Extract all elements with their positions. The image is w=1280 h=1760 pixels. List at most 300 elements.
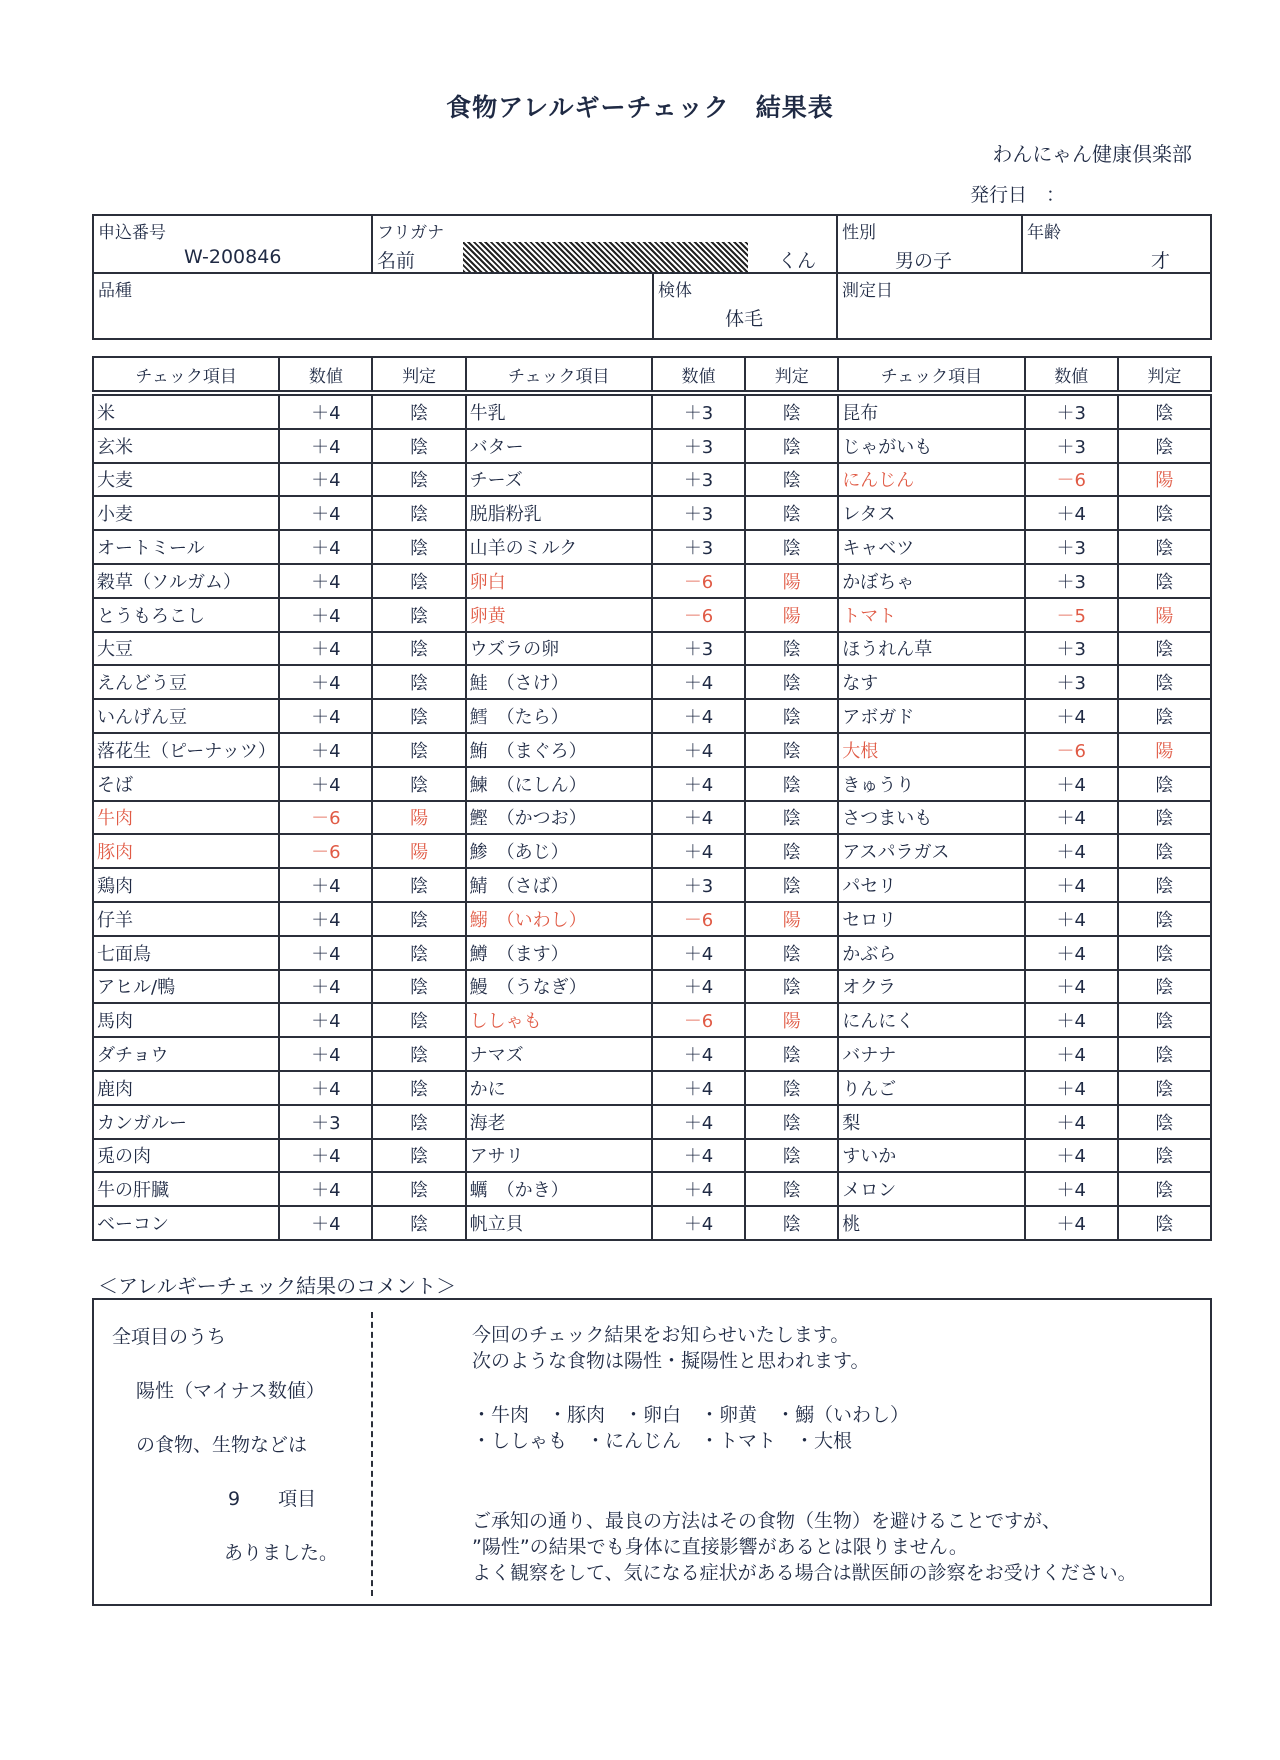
item-judgement: 陰	[372, 767, 465, 801]
item-judgement: 陰	[745, 1071, 838, 1105]
name-suffix: くん	[778, 250, 817, 272]
item-judgement: 陽	[745, 598, 838, 632]
item-value: ＋4	[279, 632, 372, 666]
item-judgement: 陽	[1118, 733, 1211, 767]
item-value: ＋3	[1025, 632, 1118, 666]
item-value: ＋4	[1025, 1139, 1118, 1173]
item-judgement: 陰	[1118, 936, 1211, 970]
furigana-label: フリガナ	[377, 223, 445, 243]
sex-label: 性別	[842, 223, 876, 243]
item-name: そば	[93, 767, 279, 801]
age-cell	[1023, 216, 1210, 274]
item-judgement: 陰	[745, 936, 838, 970]
item-name: とうもろこし	[93, 598, 279, 632]
item-judgement: 陰	[372, 530, 465, 564]
item-name: 鮭 （さけ）	[466, 665, 652, 699]
age-unit: 才	[1151, 250, 1171, 272]
item-value: ＋4	[1025, 1071, 1118, 1105]
item-judgement: 陰	[372, 632, 465, 666]
sample-cell	[654, 274, 838, 338]
item-judgement: 陽	[372, 801, 465, 835]
item-value: ＋4	[279, 665, 372, 699]
item-judgement: 陰	[372, 1105, 465, 1139]
item-name: 豚肉	[93, 834, 279, 868]
item-judgement: 陽	[1118, 598, 1211, 632]
item-name: 落花生（ピーナッツ）	[93, 733, 279, 767]
item-value: －6	[652, 564, 745, 598]
item-judgement: 陰	[1118, 632, 1211, 666]
item-name: りんご	[838, 1071, 1024, 1105]
table-row	[93, 395, 1211, 429]
table-header-row	[93, 357, 1211, 391]
item-name: さつまいも	[838, 801, 1024, 835]
comment-left-line: の食物、生物などは	[136, 1434, 308, 1456]
table-row	[93, 801, 1211, 835]
item-judgement: 陰	[745, 665, 838, 699]
item-judgement: 陰	[1118, 801, 1211, 835]
item-value: ＋4	[279, 970, 372, 1004]
table-row	[93, 902, 1211, 936]
item-name: ウズラの卵	[466, 632, 652, 666]
item-judgement: 陰	[1118, 1071, 1211, 1105]
item-value: ＋4	[1025, 834, 1118, 868]
item-name: 鹿肉	[93, 1071, 279, 1105]
table-row	[93, 429, 1211, 463]
item-value: ＋4	[279, 429, 372, 463]
item-value: ＋4	[1025, 1105, 1118, 1139]
item-judgement: 陰	[1118, 530, 1211, 564]
header-judgement: 判定	[372, 357, 465, 391]
item-name: なす	[838, 665, 1024, 699]
item-value: ＋4	[279, 1139, 372, 1173]
item-name: いんげん豆	[93, 699, 279, 733]
document-title: 食物アレルギーチェック 結果表	[446, 93, 834, 122]
item-name: かぶら	[838, 936, 1024, 970]
app-no-cell	[94, 216, 373, 274]
item-value: ＋4	[652, 699, 745, 733]
table-row	[93, 1139, 1211, 1173]
header-judgement: 判定	[745, 357, 838, 391]
item-judgement: 陰	[1118, 970, 1211, 1004]
item-name: 鰊 （にしん）	[466, 767, 652, 801]
item-judgement: 陰	[1118, 1105, 1211, 1139]
item-value: ＋4	[279, 1071, 372, 1105]
item-value: ＋4	[652, 733, 745, 767]
breed-label: 品種	[98, 281, 132, 301]
sample-value: 体毛	[725, 308, 764, 330]
item-value: ＋4	[279, 564, 372, 598]
item-value: ＋4	[1025, 699, 1118, 733]
item-name: バター	[466, 429, 652, 463]
header-judgement: 判定	[1118, 357, 1211, 391]
item-name: トマト	[838, 598, 1024, 632]
item-name: 海老	[466, 1105, 652, 1139]
item-value: ＋4	[279, 699, 372, 733]
item-name: 鰹 （かつお）	[466, 801, 652, 835]
item-judgement: 陰	[372, 395, 465, 429]
app-no-label: 申込番号	[98, 223, 166, 243]
table-row	[93, 564, 1211, 598]
table-row	[93, 598, 1211, 632]
item-value: －6	[279, 834, 372, 868]
item-value: ＋4	[279, 733, 372, 767]
item-name: ダチョウ	[93, 1037, 279, 1071]
item-value: ＋3	[652, 429, 745, 463]
table-row	[93, 530, 1211, 564]
item-name: にんにく	[838, 1003, 1024, 1037]
table-row	[93, 1003, 1211, 1037]
item-name: 脱脂粉乳	[466, 496, 652, 530]
item-value: ＋3	[652, 530, 745, 564]
table-row	[93, 1071, 1211, 1105]
item-judgement: 陰	[372, 463, 465, 497]
item-judgement: 陰	[745, 733, 838, 767]
item-judgement: 陰	[372, 1206, 465, 1240]
item-value: ＋4	[652, 1172, 745, 1206]
item-value: ＋4	[652, 1037, 745, 1071]
item-value: ＋3	[1025, 665, 1118, 699]
table-row	[93, 1037, 1211, 1071]
comment-right-line: よく観察をして、気になる症状がある場合は獣医師の診察をお受けください。	[472, 1562, 1137, 1584]
item-judgement: 陰	[1118, 868, 1211, 902]
header-item: チェック項目	[93, 357, 279, 391]
item-judgement: 陰	[372, 1071, 465, 1105]
date-label: 測定日	[842, 281, 893, 301]
item-name: 帆立貝	[466, 1206, 652, 1240]
comment-divider	[371, 1312, 373, 1596]
item-judgement: 陰	[745, 868, 838, 902]
item-judgement: 陰	[372, 902, 465, 936]
header-value: 数値	[652, 357, 745, 391]
item-judgement: 陰	[372, 733, 465, 767]
item-value: ＋3	[652, 463, 745, 497]
item-judgement: 陰	[372, 665, 465, 699]
item-name: 牛乳	[466, 395, 652, 429]
item-value: ＋3	[1025, 395, 1118, 429]
item-name: チーズ	[466, 463, 652, 497]
table-row	[93, 970, 1211, 1004]
item-name: 兎の肉	[93, 1139, 279, 1173]
item-value: ＋4	[279, 496, 372, 530]
item-value: ＋4	[652, 1139, 745, 1173]
item-value: －6	[652, 1003, 745, 1037]
item-judgement: 陰	[372, 1003, 465, 1037]
comment-left-line: 9 項目	[228, 1488, 317, 1510]
item-value: ＋4	[1025, 496, 1118, 530]
item-judgement: 陽	[745, 902, 838, 936]
item-judgement: 陰	[372, 868, 465, 902]
name-cell	[373, 216, 838, 274]
item-judgement: 陰	[745, 767, 838, 801]
item-name: かに	[466, 1071, 652, 1105]
item-value: ＋3	[1025, 530, 1118, 564]
item-name: すいか	[838, 1139, 1024, 1173]
item-judgement: 陰	[745, 1105, 838, 1139]
sex-cell	[838, 216, 1023, 274]
item-name: 七面鳥	[93, 936, 279, 970]
item-name: 昆布	[838, 395, 1024, 429]
item-name: にんじん	[838, 463, 1024, 497]
item-judgement: 陰	[745, 429, 838, 463]
item-value: ＋4	[652, 1071, 745, 1105]
item-name: キャベツ	[838, 530, 1024, 564]
item-value: ＋3	[1025, 429, 1118, 463]
header-item: チェック項目	[838, 357, 1024, 391]
comment-right-line: 次のような食物は陽性・擬陽性と思われます。	[472, 1350, 870, 1372]
item-judgement: 陰	[1118, 564, 1211, 598]
item-name: カンガルー	[93, 1105, 279, 1139]
table-row	[93, 936, 1211, 970]
item-name: 桃	[838, 1206, 1024, 1240]
item-value: ＋4	[279, 868, 372, 902]
item-value: ＋4	[279, 530, 372, 564]
item-judgement: 陽	[745, 1003, 838, 1037]
item-value: ＋3	[1025, 564, 1118, 598]
item-judgement: 陰	[1118, 1003, 1211, 1037]
organization-name: わんにゃん健康倶楽部	[992, 142, 1192, 166]
comment-box	[92, 1298, 1212, 1606]
item-name: ほうれん草	[838, 632, 1024, 666]
item-value: ＋4	[279, 1172, 372, 1206]
comment-right-line: 今回のチェック結果をお知らせいたします。	[472, 1324, 850, 1346]
item-name: かぼちゃ	[838, 564, 1024, 598]
table-row	[93, 1206, 1211, 1240]
item-value: ＋4	[652, 834, 745, 868]
comment-heading: ＜アレルギーチェック結果のコメント＞	[98, 1274, 457, 1298]
item-value: ＋4	[1025, 970, 1118, 1004]
item-judgement: 陰	[745, 530, 838, 564]
app-no-value: W-200846	[184, 246, 282, 268]
item-judgement: 陽	[745, 564, 838, 598]
item-name: 鮪 （まぐろ）	[466, 733, 652, 767]
item-name: オートミール	[93, 530, 279, 564]
item-name: アスパラガス	[838, 834, 1024, 868]
item-name: ベーコン	[93, 1206, 279, 1240]
header-value: 数値	[1025, 357, 1118, 391]
item-judgement: 陰	[745, 496, 838, 530]
item-judgement: 陰	[1118, 699, 1211, 733]
item-name: レタス	[838, 496, 1024, 530]
item-name: アサリ	[466, 1139, 652, 1173]
item-value: －6	[1025, 733, 1118, 767]
item-judgement: 陰	[1118, 395, 1211, 429]
item-value: ＋4	[652, 970, 745, 1004]
item-judgement: 陰	[1118, 767, 1211, 801]
item-judgement: 陰	[372, 1172, 465, 1206]
item-value: ＋4	[279, 1003, 372, 1037]
item-judgement: 陰	[745, 970, 838, 1004]
allergy-result-table	[92, 356, 1212, 1241]
item-name: 鯵 （あじ）	[466, 834, 652, 868]
sex-value: 男の子	[895, 250, 953, 272]
item-judgement: 陰	[745, 1037, 838, 1071]
item-name: 鶏肉	[93, 868, 279, 902]
item-name: 大根	[838, 733, 1024, 767]
item-name: 牛の肝臓	[93, 1172, 279, 1206]
item-value: ＋4	[1025, 767, 1118, 801]
item-name: バナナ	[838, 1037, 1024, 1071]
item-judgement: 陰	[372, 429, 465, 463]
item-judgement: 陰	[1118, 1172, 1211, 1206]
table-row	[93, 632, 1211, 666]
table-row	[93, 1172, 1211, 1206]
table-row	[93, 496, 1211, 530]
item-judgement: 陰	[372, 699, 465, 733]
item-value: ＋3	[652, 395, 745, 429]
item-value: ＋4	[279, 463, 372, 497]
item-value: ＋4	[652, 1206, 745, 1240]
item-judgement: 陰	[372, 936, 465, 970]
comment-left-line: ありました。	[224, 1542, 339, 1564]
item-value: ＋3	[279, 1105, 372, 1139]
item-judgement: 陰	[1118, 429, 1211, 463]
item-judgement: 陰	[372, 1037, 465, 1071]
item-value: ＋4	[1025, 868, 1118, 902]
comment-right-line: ”陽性”の結果でも身体に直接影響があるとは限りません。	[472, 1536, 968, 1558]
item-judgement: 陰	[745, 463, 838, 497]
item-name: じゃがいも	[838, 429, 1024, 463]
item-judgement: 陰	[372, 1139, 465, 1173]
item-name: 卵白	[466, 564, 652, 598]
item-value: ＋4	[279, 598, 372, 632]
item-judgement: 陰	[1118, 496, 1211, 530]
item-value: ＋4	[1025, 1206, 1118, 1240]
item-value: ＋4	[279, 395, 372, 429]
item-name: 鰯 （いわし）	[466, 902, 652, 936]
item-value: －6	[652, 902, 745, 936]
item-judgement: 陰	[745, 834, 838, 868]
comment-left-line: 全項目のうち	[112, 1326, 227, 1348]
item-name: 玄米	[93, 429, 279, 463]
item-name: 鱒 （ます）	[466, 936, 652, 970]
item-value: －5	[1025, 598, 1118, 632]
item-judgement: 陰	[745, 632, 838, 666]
item-name: 蠣 （かき）	[466, 1172, 652, 1206]
item-name: 米	[93, 395, 279, 429]
item-judgement: 陽	[1118, 463, 1211, 497]
item-name: 穀草（ソルガム）	[93, 564, 279, 598]
item-value: ＋4	[652, 936, 745, 970]
comment-left-line: 陽性（マイナス数値）	[136, 1380, 325, 1402]
item-name: 山羊のミルク	[466, 530, 652, 564]
item-value: ＋3	[652, 868, 745, 902]
item-value: ＋4	[652, 665, 745, 699]
item-value: ＋3	[652, 496, 745, 530]
table-row	[93, 665, 1211, 699]
item-value: ＋4	[1025, 1172, 1118, 1206]
item-name: 梨	[838, 1105, 1024, 1139]
item-judgement: 陰	[1118, 902, 1211, 936]
item-name: 大豆	[93, 632, 279, 666]
header-item: チェック項目	[466, 357, 652, 391]
item-judgement: 陰	[1118, 1139, 1211, 1173]
item-value: ＋4	[1025, 1003, 1118, 1037]
item-name: 大麦	[93, 463, 279, 497]
table-row	[93, 767, 1211, 801]
item-name: 鯖 （さば）	[466, 868, 652, 902]
item-value: ＋4	[1025, 902, 1118, 936]
item-name: アボガド	[838, 699, 1024, 733]
item-judgement: 陰	[745, 1139, 838, 1173]
item-name: オクラ	[838, 970, 1024, 1004]
table-row	[93, 733, 1211, 767]
item-value: －6	[279, 801, 372, 835]
item-value: ＋4	[279, 936, 372, 970]
date-cell	[838, 274, 1210, 338]
breed-cell	[94, 274, 654, 338]
item-judgement: 陰	[1118, 834, 1211, 868]
item-judgement: 陰	[745, 801, 838, 835]
item-name: セロリ	[838, 902, 1024, 936]
table-row	[93, 1105, 1211, 1139]
item-value: －6	[652, 598, 745, 632]
item-judgement: 陰	[1118, 665, 1211, 699]
item-value: ＋4	[1025, 1037, 1118, 1071]
item-value: ＋4	[279, 902, 372, 936]
table-row	[93, 463, 1211, 497]
item-judgement: 陰	[745, 1206, 838, 1240]
item-judgement: 陰	[745, 1172, 838, 1206]
item-judgement: 陰	[372, 496, 465, 530]
name-label: 名前	[377, 250, 416, 272]
comment-right-line: ご承知の通り、最良の方法はその食物（生物）を避けることですが、	[472, 1510, 1062, 1532]
item-name: 卵黄	[466, 598, 652, 632]
item-judgement: 陰	[372, 598, 465, 632]
item-value: ＋4	[652, 1105, 745, 1139]
item-name: きゅうり	[838, 767, 1024, 801]
header-value: 数値	[279, 357, 372, 391]
item-name: 仔羊	[93, 902, 279, 936]
info-box	[92, 214, 1212, 340]
item-name: 鰻 （うなぎ）	[466, 970, 652, 1004]
item-name: えんどう豆	[93, 665, 279, 699]
item-value: ＋4	[279, 767, 372, 801]
table-row	[93, 699, 1211, 733]
sample-label: 検体	[658, 281, 692, 301]
item-name: 馬肉	[93, 1003, 279, 1037]
item-judgement: 陰	[1118, 1206, 1211, 1240]
item-judgement: 陰	[372, 564, 465, 598]
item-judgement: 陰	[745, 395, 838, 429]
item-judgement: 陰	[372, 970, 465, 1004]
item-judgement: 陰	[1118, 1037, 1211, 1071]
item-value: ＋4	[1025, 801, 1118, 835]
item-judgement: 陰	[745, 699, 838, 733]
table-row	[93, 868, 1211, 902]
item-name: 小麦	[93, 496, 279, 530]
age-label: 年齢	[1027, 223, 1061, 243]
item-value: －6	[1025, 463, 1118, 497]
item-name: パセリ	[838, 868, 1024, 902]
item-value: ＋3	[652, 632, 745, 666]
positive-list-line: ・牛肉 ・豚肉 ・卵白 ・卵黄 ・鰯（いわし）	[472, 1404, 910, 1426]
item-value: ＋4	[279, 1037, 372, 1071]
item-name: メロン	[838, 1172, 1024, 1206]
item-name: アヒル/鴨	[93, 970, 279, 1004]
item-judgement: 陽	[372, 834, 465, 868]
item-name: ナマズ	[466, 1037, 652, 1071]
item-value: ＋4	[652, 767, 745, 801]
item-name: 鱈 （たら）	[466, 699, 652, 733]
item-name: 牛肉	[93, 801, 279, 835]
redacted-name	[463, 242, 748, 272]
item-value: ＋4	[1025, 936, 1118, 970]
issue-date-label: 発行日 ：	[970, 184, 1066, 206]
item-value: ＋4	[279, 1206, 372, 1240]
item-value: ＋4	[652, 801, 745, 835]
positive-list-line: ・ししゃも ・にんじん ・トマト ・大根	[472, 1430, 853, 1452]
item-name: ししゃも	[466, 1003, 652, 1037]
